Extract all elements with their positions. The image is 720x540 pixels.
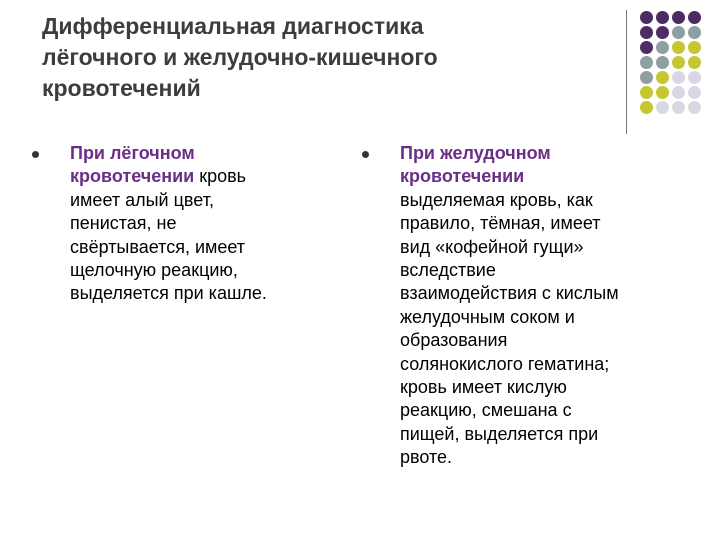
bullet-lead: При лёгочном: [70, 143, 195, 163]
bullet-lead: кровотечении: [400, 166, 525, 187]
decorative-dot: [688, 11, 701, 24]
bullet-text: солянокислого гематина;: [400, 353, 610, 374]
decorative-dot: [688, 26, 701, 39]
bullet-text: реакцию, смешана с: [400, 400, 572, 421]
bullet-text: правило, тёмная, имеет: [400, 213, 601, 234]
bullet-lead: При желудочном: [400, 143, 551, 163]
bullet-icon: [32, 151, 39, 158]
decorative-dot: [640, 101, 653, 114]
bullet-text: кровь: [194, 166, 247, 187]
decorative-dot: [656, 86, 669, 99]
bullet-text: пищей, выделяется при: [400, 423, 599, 444]
bullet-icon: [362, 151, 369, 158]
bullet-text: имеет алый цвет,: [70, 189, 214, 210]
bullet-text: пенистая, не: [70, 213, 177, 234]
decorative-dot: [640, 56, 653, 69]
decorative-dot: [640, 11, 653, 24]
decorative-dot: [688, 41, 701, 54]
bullet-pulmonary: [70, 142, 332, 306]
bullet-text: свёртывается, имеет: [70, 236, 246, 257]
bullet-lead: кровотечении: [70, 166, 195, 187]
bullet-text: желудочным соком и: [400, 306, 575, 327]
decorative-dot: [672, 41, 685, 54]
decorative-dot: [656, 71, 669, 84]
decorative-dot: [672, 56, 685, 69]
decorative-dot: [672, 86, 685, 99]
bullet-text: вследствие: [400, 260, 496, 281]
slide-title: [42, 11, 602, 104]
decorative-dot: [656, 101, 669, 114]
decorative-dot-grid: [640, 11, 702, 116]
title-line: лёгочного и желудочно-кишечного: [42, 44, 438, 70]
decorative-dot: [672, 101, 685, 114]
decorative-dot: [688, 101, 701, 114]
bullet-text: выделяемая кровь, как: [400, 189, 593, 210]
decorative-dot: [640, 71, 653, 84]
bullet-text: рвоте.: [400, 447, 453, 468]
decorative-dot: [688, 56, 701, 69]
decorative-dot: [656, 11, 669, 24]
decorative-dot: [656, 41, 669, 54]
decorative-dot: [688, 86, 701, 99]
bullet-text: взаимодействия с кислым: [400, 283, 619, 304]
title-divider: [626, 10, 627, 134]
decorative-dot: [688, 71, 701, 84]
title-line: Дифференциальная диагностика: [42, 13, 424, 39]
bullet-text: образования: [400, 330, 508, 351]
decorative-dot: [640, 41, 653, 54]
decorative-dot: [672, 11, 685, 24]
title-line: кровотечений: [42, 75, 201, 101]
decorative-dot: [656, 26, 669, 39]
decorative-dot: [640, 86, 653, 99]
bullet-text: выделяется при кашле.: [70, 283, 267, 304]
bullet-text: вид «кофейной гущи»: [400, 236, 584, 257]
decorative-dot: [640, 26, 653, 39]
bullet-text: кровь имеет кислую: [400, 377, 567, 398]
decorative-dot: [656, 56, 669, 69]
bullet-text: щелочную реакцию,: [70, 260, 238, 281]
decorative-dot: [672, 71, 685, 84]
bullet-gastric: [400, 142, 690, 470]
decorative-dot: [672, 26, 685, 39]
